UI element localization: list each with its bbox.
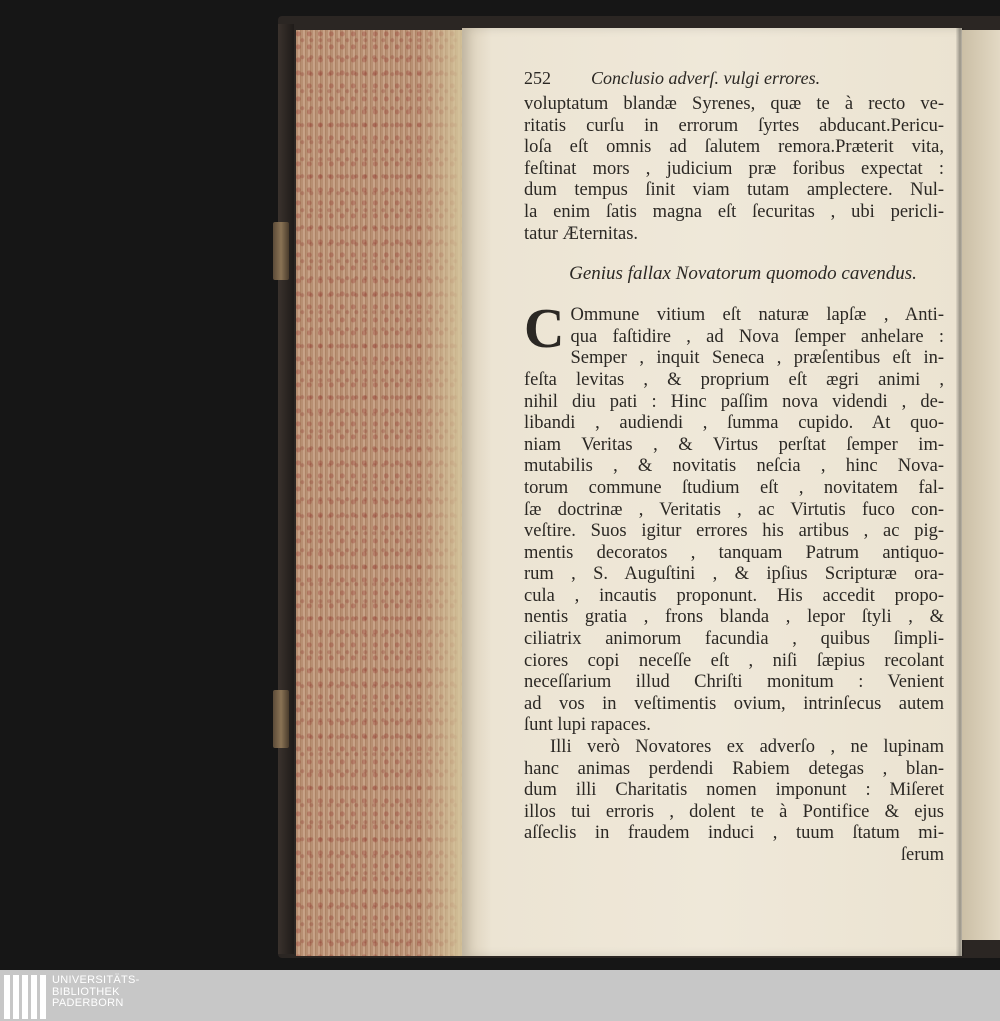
text-line: feſtinat mors , judicium præ foribus expectat : [524, 158, 944, 179]
text-line: feſta levitas , & proprium eſt ægri animi , [524, 369, 944, 390]
text-line: ad vos in veſtimentis ovium, intrinſecus autem [524, 693, 944, 714]
text-line: la enim ſatis magna eſt ſecuritas , ubi pericli- [524, 201, 944, 222]
paragraph-1 [524, 94, 944, 245]
institution-line: UNIVERSITÄTS- [52, 974, 140, 986]
paragraph-2 [524, 298, 944, 737]
text-line: cula , incautis proponunt. His accedit propo- [524, 585, 944, 606]
book-clasp-lower [273, 690, 289, 748]
running-header [524, 68, 944, 92]
paragraph-3 [524, 737, 944, 845]
text-line: voluptatum blandæ Syrenes, quæ te à recto ve- [524, 94, 944, 114]
text-line: nihil diu pati : Hinc paſſim nova videndi , de- [524, 391, 944, 412]
text-line: qua faſtidire , ad Nova ſemper anhelare : [570, 326, 944, 347]
page-number: 252 [524, 68, 551, 88]
text-line: dum tempus ſinit viam tutam amplectere. Nul- [524, 180, 944, 201]
section-heading: Genius fallax Novatorum quomodo cavendus. [569, 263, 917, 285]
text-line: veſtire. Suos igitur errores his artibus , ac pig- [524, 521, 944, 542]
text-line: rum , S. Auguſtini , & ipſius Scripturæ ora- [524, 564, 944, 585]
facing-page-edge [962, 30, 1000, 940]
library-logo-icon [4, 975, 46, 1019]
page-text [524, 68, 944, 867]
page-edges-fade [418, 30, 462, 956]
institution-line: BIBLIOTHEK [52, 985, 120, 998]
text-line: ſæ doctrinæ , Veritatis , ac Virtutis fuco con- [524, 499, 944, 520]
text-line: Ommune vitium eſt naturæ lapſæ , Anti- [570, 305, 944, 326]
text-line: mutabilis , & novitatis neſcia , hinc Nova- [524, 456, 944, 477]
text-line: libandi , audiendi , ſumma cupido. At quo- [524, 413, 944, 434]
text-line: ciores copi neceſſe eſt , niſi ſæpius recolant [524, 650, 944, 671]
text-line: neceſſarium illud Chriſti monitum : Venient [524, 672, 944, 693]
institution-name [52, 975, 140, 1010]
text-line: nentis gratia , frons blanda , lepor ſtyli , & [524, 607, 944, 628]
text-line: hanc animas perdendi Rabiem detegas , blan- [524, 758, 944, 779]
text-line: ciliatrix animorum facundia , quibus ſimpli- [524, 629, 944, 650]
text-line: torum commune ſtudium eſt , novitatem fal- [524, 477, 944, 498]
drop-cap: C [524, 298, 565, 361]
book-clasp-upper [273, 222, 289, 280]
text-line: mentis decoratos , tanquam Patrum antiquo- [524, 542, 944, 563]
text-line: dum illi Charitatis nomen imponunt : Miſeret [524, 780, 944, 801]
catchword: ſerum [900, 845, 944, 865]
book-cover-edge [278, 24, 294, 954]
running-head: Conclusio adverſ. vulgi errores. [591, 68, 821, 88]
text-line: loſa eſt omnis ad ſalutem remora.Præterit vita, [524, 137, 944, 158]
text-line: tatur Æternitas. [524, 223, 639, 244]
text-line: ritatis curſu in errorum ſyrtes abducant.Pericu- [524, 115, 944, 136]
text-line: aſſeclis in fraudem induci , tuum ſtatum mi- [524, 823, 944, 844]
text-line: niam Veritas , & Virtus perſtat ſemper im- [524, 434, 944, 455]
text-line: Semper , inquit Seneca , præſentibus eſt in- [570, 348, 944, 369]
text-line: illos tui erroris , dolent te à Pontifice & ejus [524, 801, 944, 822]
text-line: ſunt lupi rapaces. [524, 715, 651, 736]
institution-line: PADERBORN [52, 997, 124, 1009]
footer-bar [0, 970, 1000, 1021]
text-line: Illi verò Novatores ex adverſo , ne lupinam [550, 737, 944, 758]
